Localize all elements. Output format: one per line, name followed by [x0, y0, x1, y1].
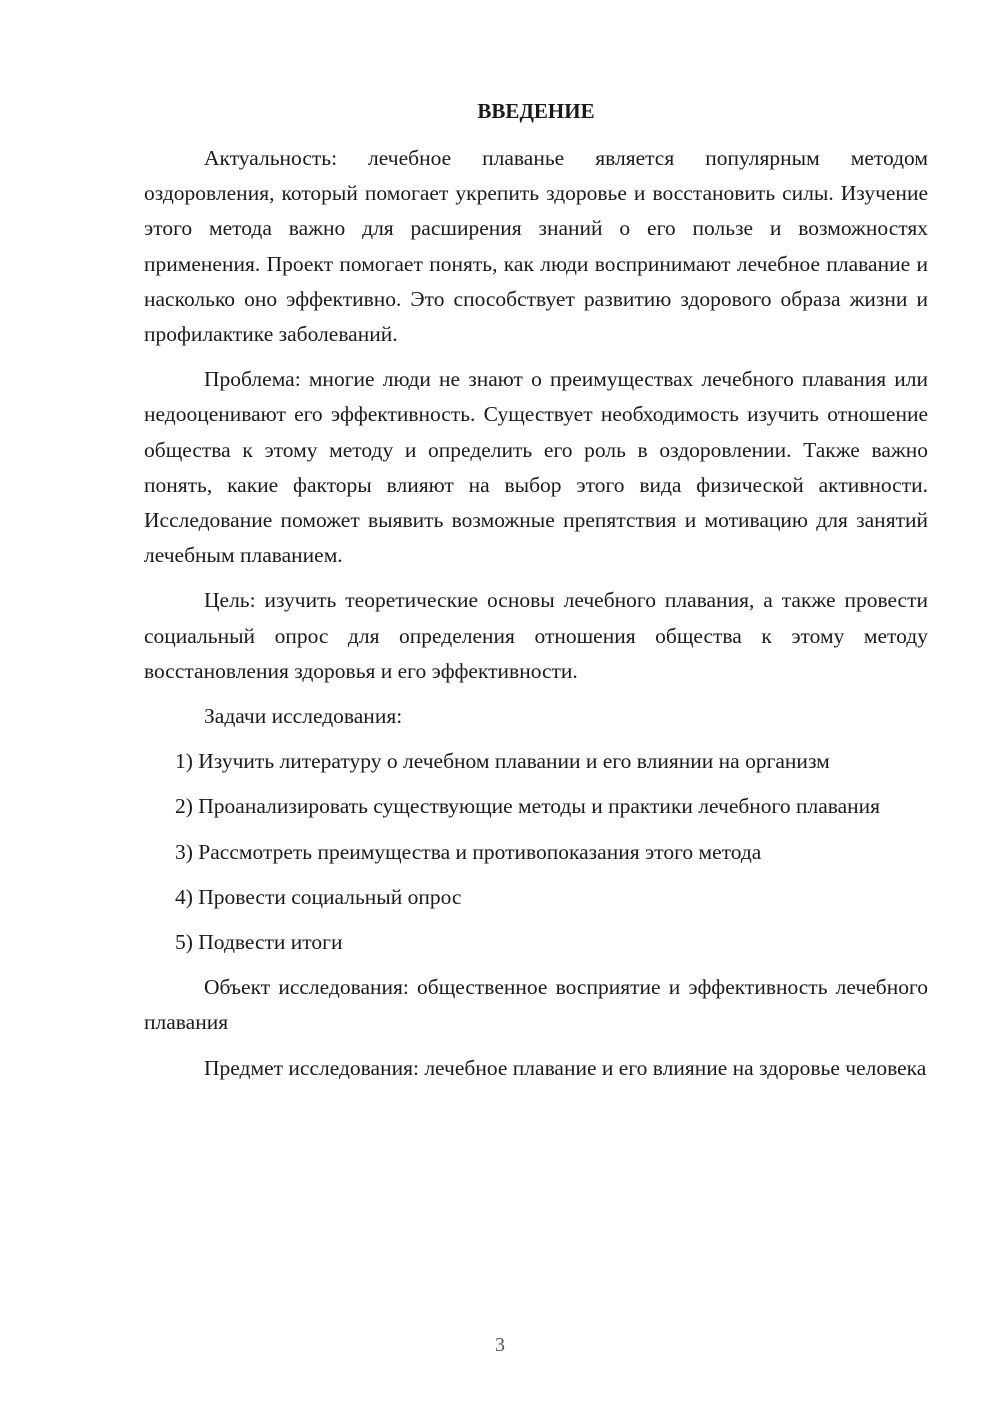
task-item: 4) Провести социальный опрос — [175, 884, 462, 909]
relevance-paragraph: Актуальность: лечебное плаванье является популярным методом оздоровления, который помогает укрепить здоровье и восстановить силы. Изучение этого метода важно для расширения знаний о его пользе и возможностях применения. Проект помогает понять, как люди воспринимают лечебное плавание и насколько оно эффективно. Это способствует развитию здорового образа жизни и профилактике заболеваний. — [144, 146, 928, 347]
document-body — [144, 94, 928, 1096]
task-item: 5) Подвести итоги — [175, 930, 343, 955]
subject-paragraph: Предмет исследования: лечебное плавание и его влияние на здоровье человека — [204, 1055, 927, 1080]
tasks-heading: Задачи исследования: — [204, 704, 403, 729]
task-item: 1) Изучить литературу о лечебном плавании и его влиянии на организм — [175, 749, 830, 774]
goal-paragraph: Цель: изучить теоретические основы лечебного плавания, а также провести социальный опрос для определения отношения общества к этому методу восстановления здоровья и его эффективности. — [144, 588, 928, 683]
task-item: 3) Рассмотреть преимущества и противопоказания этого метода — [175, 839, 762, 864]
page-title: ВВЕДЕНИЕ — [477, 99, 595, 123]
object-paragraph: Объект исследования: общественное восприятие и эффективность лечебного плавания — [144, 975, 928, 1035]
tasks-list — [144, 744, 928, 960]
page-number: 3 — [495, 1334, 505, 1356]
problem-paragraph: Проблема: многие люди не знают о преимуществах лечебного плавания или недооценивают его эффективность. Существует необходимость изучить отношение общества к этому методу и определить его роль в оздоровлении. Также важно понять, какие факторы влияют на выбор этого вида физической активности. Исследование поможет выявить возможные препятствия и мотивацию для занятий лечебным плаванием. — [144, 367, 928, 568]
task-item: 2) Проанализировать существующие методы и практики лечебного плавания — [175, 794, 881, 819]
